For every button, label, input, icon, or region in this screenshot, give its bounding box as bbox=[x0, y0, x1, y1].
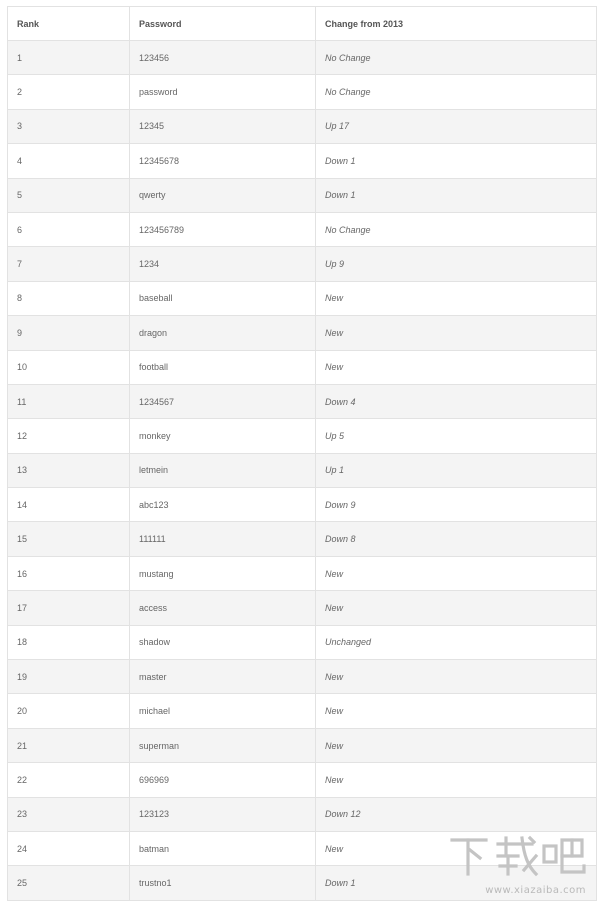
change-cell: New bbox=[316, 350, 597, 384]
table-row bbox=[8, 625, 597, 659]
change-cell: No Change bbox=[316, 41, 597, 75]
change-cell: No Change bbox=[316, 212, 597, 246]
password-cell: 12345678 bbox=[130, 144, 316, 178]
table-row bbox=[8, 660, 597, 694]
change-cell: Up 17 bbox=[316, 109, 597, 143]
password-cell: access bbox=[130, 591, 316, 625]
password-cell: qwerty bbox=[130, 178, 316, 212]
rank-cell: 16 bbox=[8, 556, 130, 590]
change-cell: New bbox=[316, 831, 597, 865]
password-cell: 123456 bbox=[130, 41, 316, 75]
password-cell: superman bbox=[130, 728, 316, 762]
rank-cell: 13 bbox=[8, 453, 130, 487]
header-rank: Rank bbox=[8, 7, 130, 41]
rank-cell: 24 bbox=[8, 831, 130, 865]
table-row bbox=[8, 144, 597, 178]
change-cell: Down 1 bbox=[316, 866, 597, 900]
password-cell: mustang bbox=[130, 556, 316, 590]
rank-cell: 22 bbox=[8, 763, 130, 797]
password-cell: batman bbox=[130, 831, 316, 865]
password-cell: trustno1 bbox=[130, 866, 316, 900]
header-row bbox=[8, 7, 597, 41]
password-cell: password bbox=[130, 75, 316, 109]
change-cell: Down 9 bbox=[316, 488, 597, 522]
table-row bbox=[8, 212, 597, 246]
table-row bbox=[8, 797, 597, 831]
rank-cell: 17 bbox=[8, 591, 130, 625]
table-row bbox=[8, 419, 597, 453]
rank-cell: 21 bbox=[8, 728, 130, 762]
table-row bbox=[8, 178, 597, 212]
password-cell: monkey bbox=[130, 419, 316, 453]
password-cell: master bbox=[130, 660, 316, 694]
change-cell: New bbox=[316, 728, 597, 762]
table-row bbox=[8, 109, 597, 143]
rank-cell: 8 bbox=[8, 281, 130, 315]
change-cell: Down 8 bbox=[316, 522, 597, 556]
table-row bbox=[8, 247, 597, 281]
table-header bbox=[8, 7, 597, 41]
table-row bbox=[8, 694, 597, 728]
table-row bbox=[8, 384, 597, 418]
rank-cell: 20 bbox=[8, 694, 130, 728]
table-row bbox=[8, 350, 597, 384]
rank-cell: 18 bbox=[8, 625, 130, 659]
header-change: Change from 2013 bbox=[316, 7, 597, 41]
table-row bbox=[8, 763, 597, 797]
change-cell: Up 1 bbox=[316, 453, 597, 487]
table-row bbox=[8, 75, 597, 109]
password-cell: dragon bbox=[130, 316, 316, 350]
password-cell: 123456789 bbox=[130, 212, 316, 246]
password-cell: 696969 bbox=[130, 763, 316, 797]
table-row bbox=[8, 556, 597, 590]
password-table-container bbox=[7, 6, 596, 901]
table-row bbox=[8, 488, 597, 522]
password-cell: letmein bbox=[130, 453, 316, 487]
password-cell: 1234567 bbox=[130, 384, 316, 418]
rank-cell: 23 bbox=[8, 797, 130, 831]
rank-cell: 6 bbox=[8, 212, 130, 246]
password-cell: 123123 bbox=[130, 797, 316, 831]
password-cell: 1234 bbox=[130, 247, 316, 281]
rank-cell: 15 bbox=[8, 522, 130, 556]
watermark-url: www.xiazaiba.com bbox=[485, 885, 586, 896]
change-cell: Down 12 bbox=[316, 797, 597, 831]
rank-cell: 5 bbox=[8, 178, 130, 212]
table-row bbox=[8, 591, 597, 625]
rank-cell: 14 bbox=[8, 488, 130, 522]
rank-cell: 19 bbox=[8, 660, 130, 694]
rank-cell: 10 bbox=[8, 350, 130, 384]
change-cell: Unchanged bbox=[316, 625, 597, 659]
table-row bbox=[8, 831, 597, 865]
change-cell: New bbox=[316, 763, 597, 797]
password-cell: shadow bbox=[130, 625, 316, 659]
table-row bbox=[8, 41, 597, 75]
table-row bbox=[8, 522, 597, 556]
rank-cell: 7 bbox=[8, 247, 130, 281]
rank-cell: 4 bbox=[8, 144, 130, 178]
rank-cell: 1 bbox=[8, 41, 130, 75]
rank-cell: 11 bbox=[8, 384, 130, 418]
table-row bbox=[8, 281, 597, 315]
table-row bbox=[8, 453, 597, 487]
password-cell: baseball bbox=[130, 281, 316, 315]
header-password: Password bbox=[130, 7, 316, 41]
change-cell: Down 4 bbox=[316, 384, 597, 418]
password-table bbox=[7, 6, 597, 901]
rank-cell: 3 bbox=[8, 109, 130, 143]
change-cell: Down 1 bbox=[316, 144, 597, 178]
table-row bbox=[8, 728, 597, 762]
password-cell: 111111 bbox=[130, 522, 316, 556]
rank-cell: 9 bbox=[8, 316, 130, 350]
password-cell: football bbox=[130, 350, 316, 384]
change-cell: Up 5 bbox=[316, 419, 597, 453]
change-cell: New bbox=[316, 316, 597, 350]
password-cell: michael bbox=[130, 694, 316, 728]
change-cell: New bbox=[316, 694, 597, 728]
password-cell: 12345 bbox=[130, 109, 316, 143]
rank-cell: 2 bbox=[8, 75, 130, 109]
table-row bbox=[8, 866, 597, 900]
table-row bbox=[8, 316, 597, 350]
change-cell: New bbox=[316, 556, 597, 590]
change-cell: Down 1 bbox=[316, 178, 597, 212]
change-cell: Up 9 bbox=[316, 247, 597, 281]
change-cell: New bbox=[316, 281, 597, 315]
table-body bbox=[8, 41, 597, 901]
rank-cell: 25 bbox=[8, 866, 130, 900]
password-cell: abc123 bbox=[130, 488, 316, 522]
change-cell: No Change bbox=[316, 75, 597, 109]
change-cell: New bbox=[316, 660, 597, 694]
change-cell: New bbox=[316, 591, 597, 625]
rank-cell: 12 bbox=[8, 419, 130, 453]
